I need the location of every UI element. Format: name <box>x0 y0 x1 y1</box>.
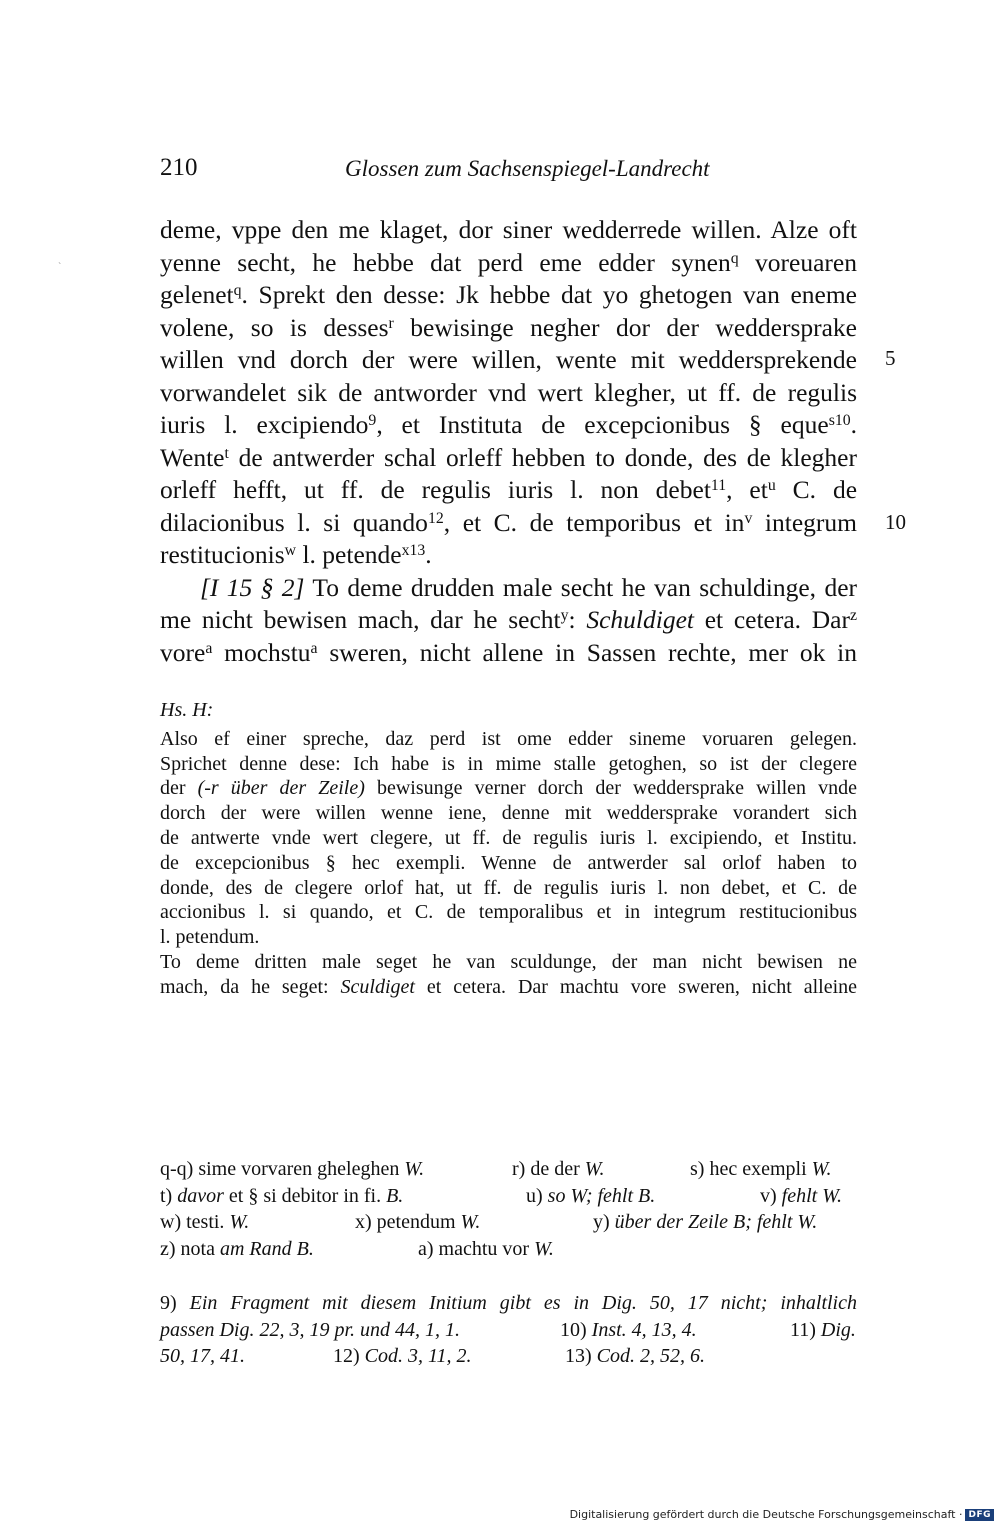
main-line: iuris l. excipiendo$^9$, et Instituta de excepcionibus § eque$^{s10}$. <box>160 410 858 439</box>
note-entry: 13) Cod. 2, 52, 6. <box>565 1345 706 1367</box>
apparatus-line <box>160 1236 857 1263</box>
apparatus-entry: s) hec exempli W. <box>690 1158 832 1180</box>
footnote-marker: r <box>388 314 394 332</box>
apparatus-entry: t) davor et § si debitor in fi. B. <box>160 1184 404 1207</box>
main-line: willen vnd dorch der were willen, wente mit weddersprekende <box>160 345 857 374</box>
variant-line: Also ef einer spreche, daz perd ist ome edder sineme voruaren gelegen. <box>160 727 857 750</box>
footnote-marker: 9 <box>368 412 377 430</box>
apparatus-line <box>160 1209 857 1236</box>
apparatus-entry: u) so W; fehlt B. <box>526 1184 656 1207</box>
footnote-marker: q <box>730 249 739 267</box>
variant-line: donde, des de clegere orlof hat, ut ff. de regulis iuris l. non debet, et C. de <box>160 876 857 899</box>
dfg-logo: DFG <box>965 1509 994 1521</box>
note-entry: passen Dig. 22, 3, 19 pr. und 44, 1, 1. <box>160 1318 461 1341</box>
footnote-marker: a <box>205 639 213 657</box>
variant-line: To deme dritten male seget he van sculdunge, der man nicht bewisen ne <box>160 950 857 973</box>
main-line: volene, so is desses$^r$ bewisinge negher dor der weddersprake <box>160 312 857 342</box>
note-entry: 12) Cod. 3, 11, 2. <box>333 1345 472 1367</box>
main-line: [I 15 § 2] To deme drudden male secht he van schuldinge, der <box>200 572 857 602</box>
main-line: vore$^a$ mochstu$^a$ sweren, nicht allene in Sassen rechte, mer ok in <box>160 637 857 667</box>
apparatus-entry: x) petendum W. <box>355 1211 481 1233</box>
variant-line: der (-r über der Zeile) bewisunge verner dorch der weddersprake willen vnde <box>160 777 858 800</box>
apparatus-line <box>160 1183 857 1210</box>
section-reference: [I 15 § 2] <box>200 572 305 602</box>
main-line: gelenet$^q$. Sprekt den desse: Jk hebbe dat yo ghetogen van eneme <box>160 280 857 309</box>
footnote-marker: u <box>767 477 776 495</box>
apparatus-entry: w) testi. W. <box>160 1211 250 1233</box>
footnote-marker: v <box>744 509 753 527</box>
footnote-marker: 11 <box>710 477 727 495</box>
footnote-marker: s10 <box>828 412 851 430</box>
line-number-5: 5 <box>885 346 896 370</box>
main-line: Wente$^t$ de antwerder schal orleff hebben to donde, des de klegher <box>160 442 857 472</box>
apparatus-entry: v) fehlt W. <box>760 1184 843 1207</box>
apparatus-entry: r) de der W. <box>512 1158 605 1180</box>
note-line <box>160 1343 857 1370</box>
footnote-marker: t <box>224 444 229 462</box>
margin-mark: ` <box>58 262 62 273</box>
footnote-marker: q <box>233 282 242 300</box>
apparatus-entry: z) nota am Rand B. <box>160 1237 314 1260</box>
variant-line: dorch der were willen wenne iene, denne mit weddersprake vorandert sich <box>160 802 857 825</box>
footnote-marker: x13 <box>401 542 426 560</box>
variant-line: de excepcionibus § hec exempli. Wenne de antwerder sal orlof haben to <box>160 851 857 874</box>
footnote-marker: a <box>310 639 318 657</box>
variant-line: l. petendum. <box>160 926 260 949</box>
variant-line: mach, da he seget: Sculdiget et cetera. Dar machtu vore sweren, nicht alleine <box>160 975 858 998</box>
note-entry: 10) Inst. 4, 13, 4. <box>560 1318 697 1341</box>
critical-apparatus <box>160 1156 857 1262</box>
note-entry: 11) Dig. <box>790 1318 856 1341</box>
main-line: deme, vppe den me klaget, dor siner wedderrede willen. Alze oft <box>160 215 857 244</box>
main-line: orleff hefft, ut ff. de regulis iuris l. non debet$^{11}$, $et^u$ C. de <box>160 475 858 504</box>
variant-line: Sprichet denne dese: Ich habe is in mime stalle getoghen, so ist der clegere <box>160 752 857 775</box>
main-line: dilacionibus l. si quando$^{12}$, et C. de temporibus et $in^v$ integrum <box>160 507 857 537</box>
note-line: 9) Ein Fragment mit diesem Initium gibt es in Dig. 50, 17 nicht; inhaltlich <box>160 1292 857 1314</box>
page-number: 210 <box>160 154 198 181</box>
footnote-marker: w <box>284 542 297 560</box>
apparatus-entry: y) über der Zeile B; fehlt W. <box>593 1211 818 1233</box>
footnote-marker: 12 <box>427 509 444 527</box>
main-text <box>160 214 857 669</box>
digitization-footer <box>570 1508 994 1521</box>
main-line: vorwandelet sik de antworder vnd wert klegher, ut ff. de regulis <box>160 377 857 407</box>
main-line: restitucionis$^w$ l. petende$^{x13}$. <box>160 540 432 569</box>
editorial-notes <box>160 1290 857 1370</box>
manuscript-h-variant <box>160 698 857 1000</box>
line-number-10: 10 <box>885 510 906 534</box>
manuscript-label: Hs. H: <box>160 699 214 721</box>
footnote-marker: y <box>560 607 569 625</box>
apparatus-entry: a) machtu vor W. <box>418 1237 554 1260</box>
apparatus-line <box>160 1156 857 1183</box>
note-entry: 50, 17, 41. <box>160 1345 245 1367</box>
main-line: me nicht bewisen mach, dar he secht$^y$: Schuldiget et cetera. Dar$^z$ <box>160 605 857 634</box>
note-line <box>160 1317 857 1344</box>
footer-text: Digitalisierung gefördert durch die Deutsche Forschungsgemeinschaft · <box>569 1508 963 1521</box>
main-line: yenne secht, he hebbe dat perd eme edder synen$^q$ voreuaren <box>160 247 857 277</box>
running-title: Glossen zum Sachsenspiegel-Landrecht <box>345 156 710 181</box>
apparatus-entry: q-q) sime vorvaren gheleghen W. <box>160 1158 425 1180</box>
footnote-marker: z <box>849 607 857 625</box>
variant-line: accionibus l. si quando, et C. de temporalibus et in integrum restitucionibus <box>160 901 857 924</box>
note-number: 9) <box>160 1292 177 1314</box>
variant-line: de antwerte vnde wert clegere, ut ff. de regulis iuris l. excipiendo, et Institu. <box>160 826 857 849</box>
